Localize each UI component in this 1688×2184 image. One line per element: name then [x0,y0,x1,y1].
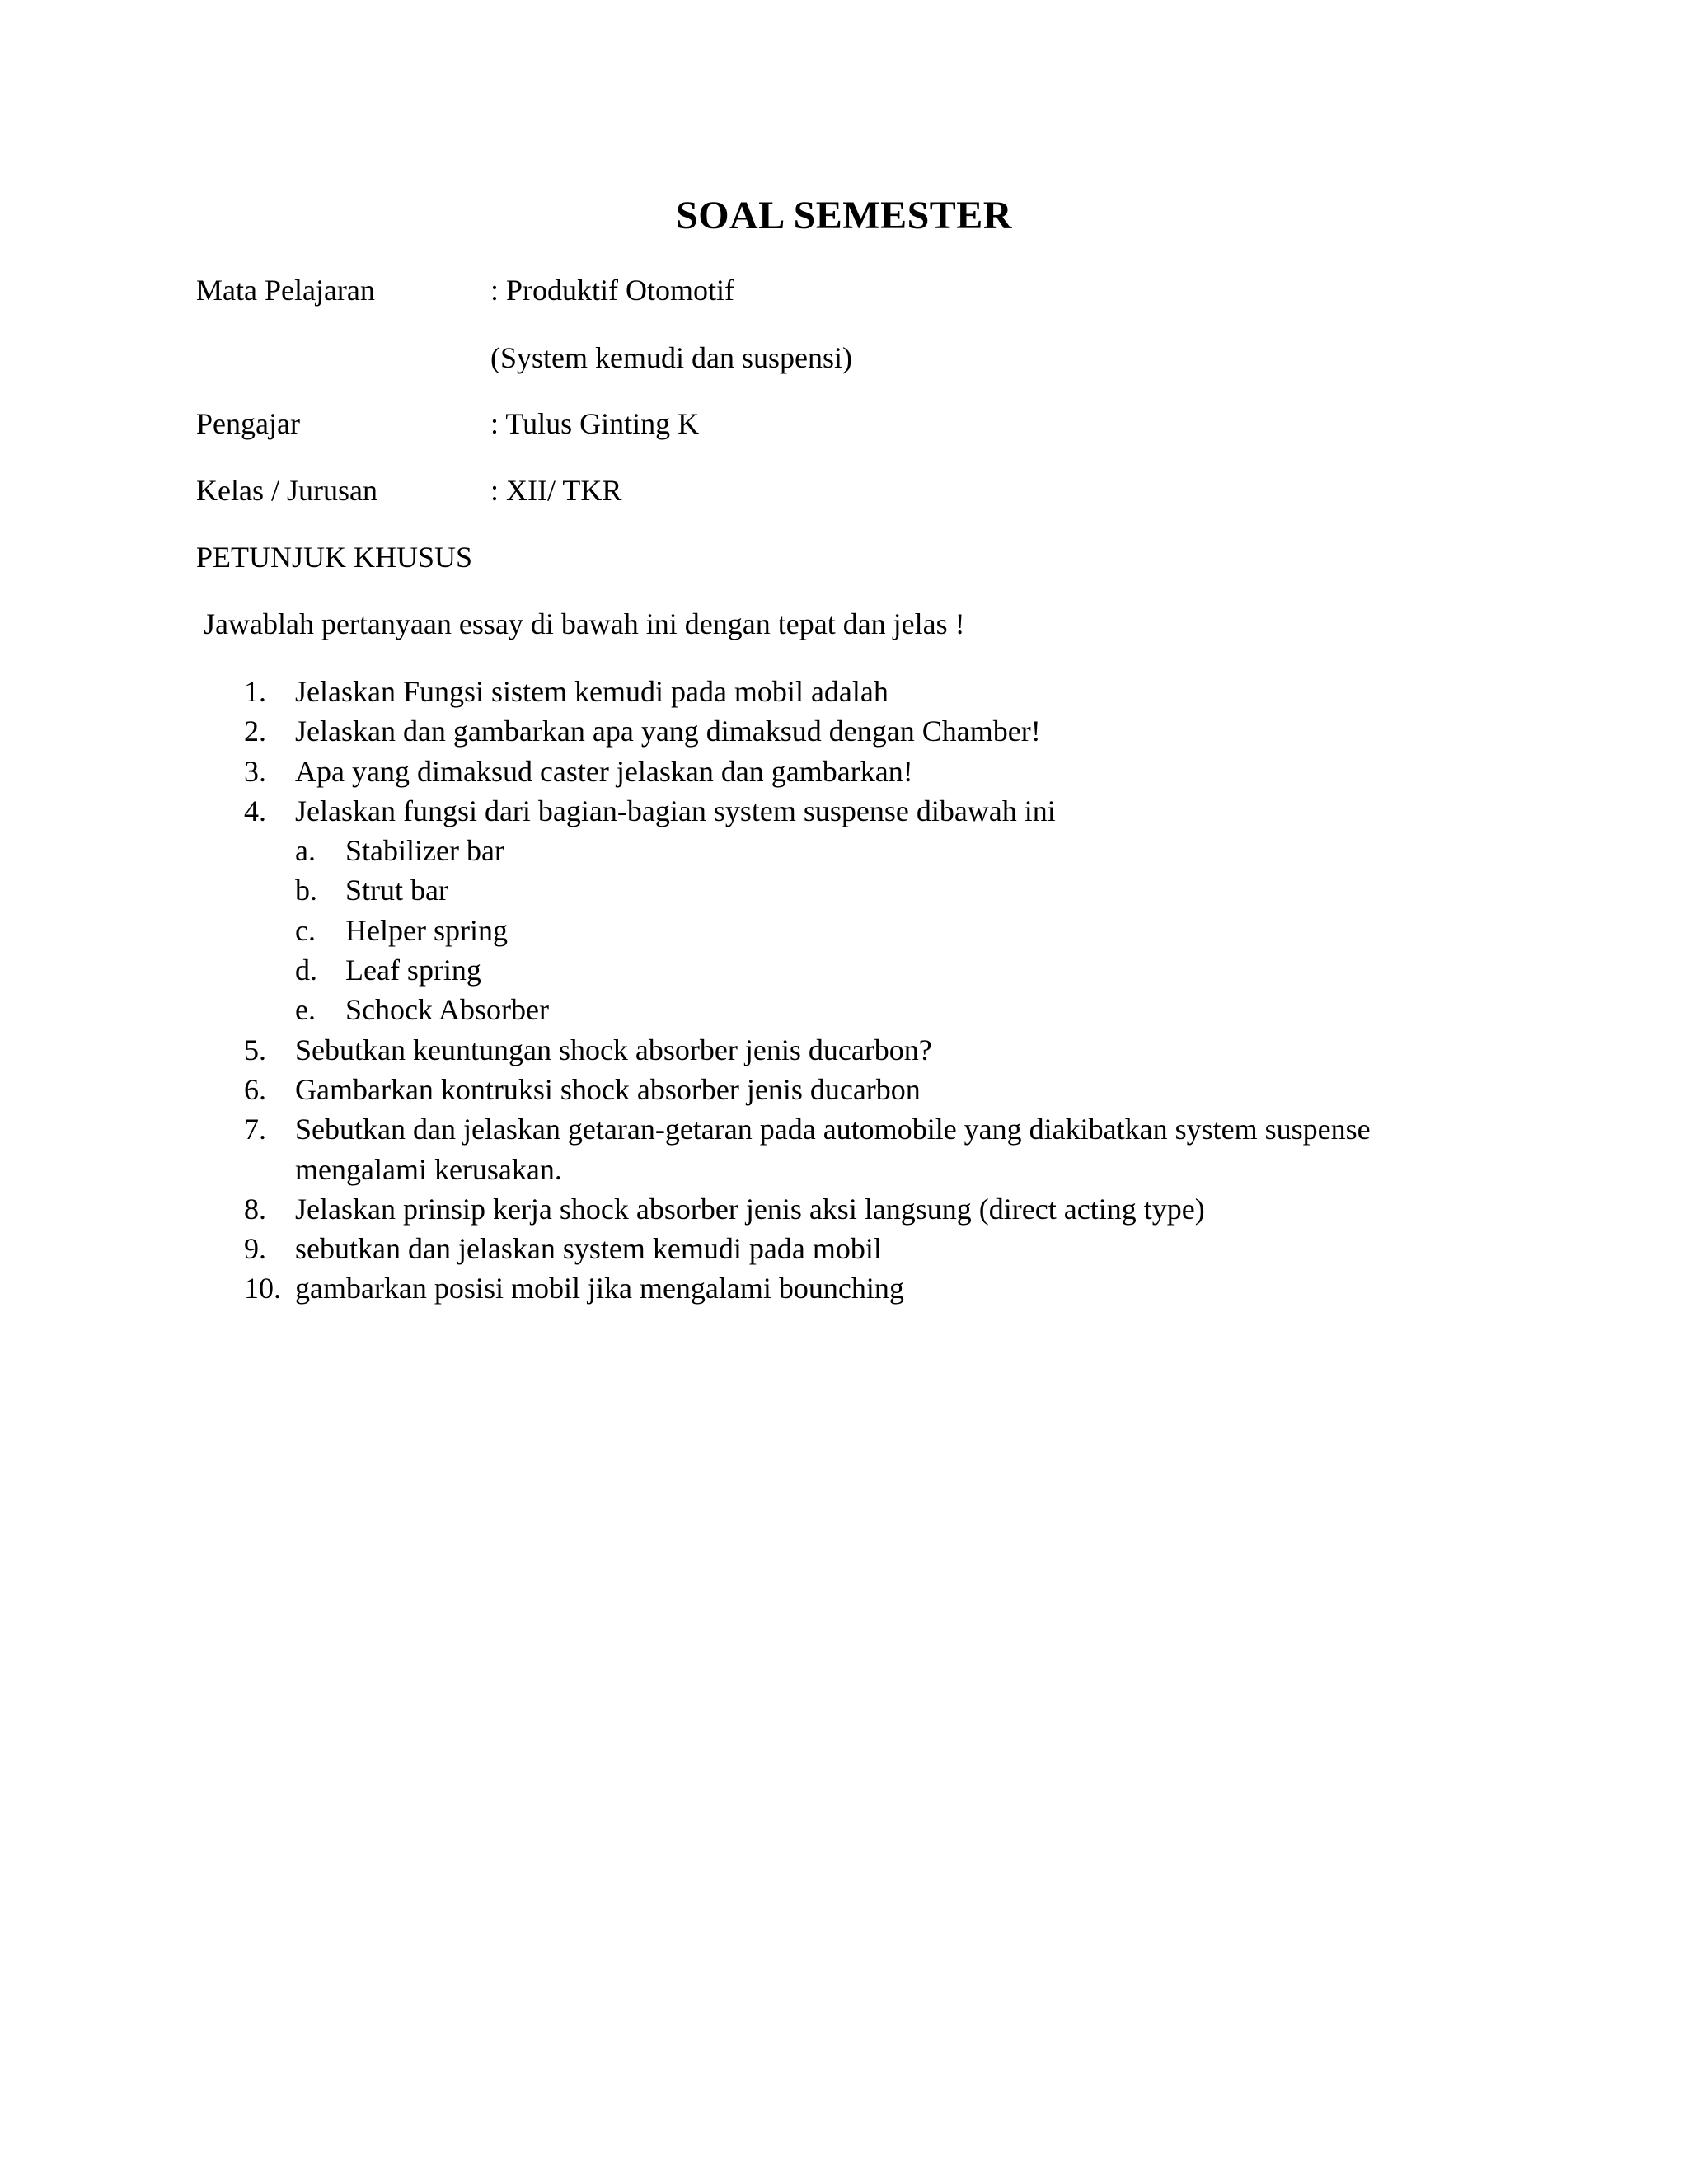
sub-question-letter: b. [295,874,317,907]
class-value: : XII/ TKR [490,474,622,507]
question-number: 2. [244,715,266,748]
class-label: Kelas / Jurusan [196,474,377,507]
question-number: 3. [244,754,266,788]
question-item [0,1030,1688,1070]
question-text: Jelaskan prinsip kerja shock absorber jenis aksi langsung (direct acting type) [295,1192,1205,1226]
question-number: 7. [244,1113,266,1146]
question-item [0,752,1688,791]
question-item [0,1229,1688,1268]
question-item [0,1268,1688,1308]
meta-class-row [196,472,621,509]
sub-question-list [295,831,1441,1029]
question-list [0,672,1688,1309]
sub-question-letter: a. [295,834,316,868]
question-text: Jelaskan fungsi dari bagian-bagian system suspense dibawah ini [295,794,1056,827]
question-text: Sebutkan keuntungan shock absorber jenis ducarbon? [295,1033,932,1066]
question-number: 5. [244,1033,266,1066]
question-text: Sebutkan dan jelaskan getaran-getaran pada automobile yang diakibatkan system suspense mengalami kerusakan. [295,1113,1371,1186]
sub-question-item [295,870,1441,910]
section-heading: PETUNJUK KHUSUS [196,541,473,574]
teacher-label: Pengajar [196,407,300,440]
question-item [0,1189,1688,1229]
question-number: 8. [244,1192,266,1226]
question-number: 1. [244,675,266,708]
question-item [0,1109,1688,1189]
question-text: Gambarkan kontruksi shock absorber jenis ducarbon [295,1072,921,1106]
subject-detail-value: (System kemudi dan suspensi) [490,341,852,374]
sub-question-letter: c. [295,913,316,947]
meta-subject-row [196,272,734,308]
question-item [0,1070,1688,1109]
sub-question-text: Strut bar [345,874,448,907]
question-number: 6. [244,1072,266,1106]
question-number: 4. [244,794,266,827]
teacher-value: : Tulus Ginting K [490,407,700,440]
sub-question-text: Stabilizer bar [345,834,504,868]
sub-question-item [295,950,1441,990]
question-item [0,711,1688,751]
sub-question-item [295,911,1441,950]
sub-question-text: Leaf spring [345,954,481,987]
question-text: sebutkan dan jelaskan system kemudi pada mobil [295,1232,882,1266]
subject-value: : Produktif Otomotif [490,274,734,307]
question-number: 10. [244,1272,281,1305]
instruction-text: Jawablah pertanyaan essay di bawah ini dengan tepat dan jelas ! [204,607,965,640]
subject-label: Mata Pelajaran [196,274,375,307]
question-text: Jelaskan dan gambarkan apa yang dimaksud dengan Chamber! [295,715,1041,748]
question-text: Jelaskan Fungsi sistem kemudi pada mobil adalah [295,675,889,708]
sub-question-text: Schock Absorber [345,993,549,1027]
page-title: SOAL SEMESTER [676,194,1012,237]
meta-teacher-row [196,405,699,442]
sub-question-item [295,831,1441,870]
sub-question-letter: e. [295,993,316,1027]
sub-question-text: Helper spring [345,913,508,947]
sub-question-item [295,990,1441,1029]
question-item [0,672,1688,711]
question-text: Apa yang dimaksud caster jelaskan dan gambarkan! [295,754,913,788]
question-text: gambarkan posisi mobil jika mengalami bounching [295,1272,904,1305]
question-number: 9. [244,1232,266,1266]
meta-subject-detail-row [196,340,852,376]
question-item [0,791,1688,1030]
sub-question-letter: d. [295,954,317,987]
